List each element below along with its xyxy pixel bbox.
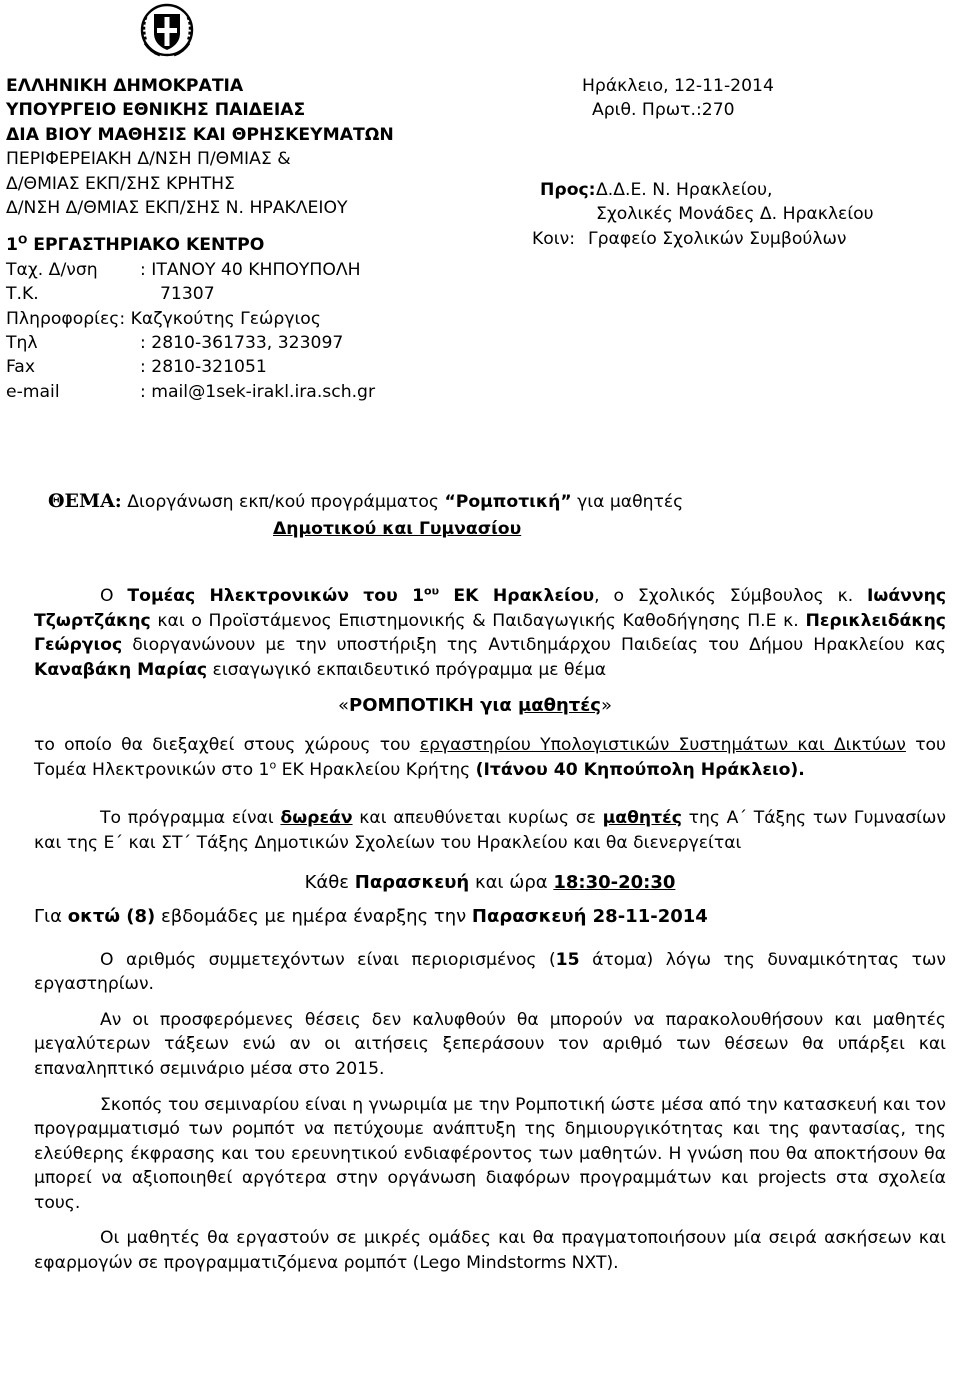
- paragraph-activities: Οι μαθητές θα εργαστούν σε μικρές ομάδες και θα πραγματοποιήσουν μία σειρά ασκήσεων και εφαρμογών σε προγραμματιζόμενα ρομπότ (Lego Mindstorms NXT).: [34, 1228, 946, 1274]
- recipients-block: [532, 178, 874, 251]
- address-row: Ταχ. Δ/νση : ΙΤΑΝΟΥ 40 ΚΗΠΟΥΠΟΛΗ: [6, 259, 361, 280]
- email-row: e-mail : mail@1sek-irakl.ira.sch.gr: [6, 381, 376, 402]
- subject-line-2: Δημοτικού και Γυμνασίου: [273, 519, 522, 539]
- date-protocol-block: [582, 74, 774, 123]
- republic-heading: ΕΛΛΗΝΙΚΗ ΔΗΜΟΚΡΑΤΙΑ: [6, 76, 244, 96]
- program-title: «ΡΟΜΠΟΤΙΚΗ για μαθητές»: [338, 695, 612, 717]
- to-line-1: Δ.Δ.Ε. Ν. Ηρακλείου,: [596, 180, 773, 200]
- ministry-heading: ΥΠΟΥΡΓΕΙΟ ΕΘΝΙΚΗΣ ΠΑΙΔΕΙΑΣ: [6, 100, 306, 121]
- to-line-2: Σχολικές Μονάδες Δ. Ηρακλείου: [596, 204, 874, 225]
- protocol-number: Αριθ. Πρωτ.:270: [592, 100, 735, 121]
- subject-robotics: “Ρομποτική”: [444, 492, 572, 512]
- place-date: Ηράκλειο, 12-11-2014: [582, 76, 774, 96]
- regional-directorate-1: ΠΕΡΙΦΕΡΕΙΑΚΗ Δ/ΝΣΗ Π/ΘΜΙΑΣ &: [6, 149, 291, 170]
- regional-directorate-2: Δ/ΘΜΙΑΣ ΕΚΠ/ΣΗΣ ΚΡΗΤΗΣ: [6, 173, 235, 194]
- to-label: Προς:: [540, 180, 596, 200]
- paragraph-audience: Το πρόγραμμα είναι δωρεάν και απευθύνεται κυρίως σε μαθητές της Α΄ Τάξης των Γυμνασίων και της Ε΄ και ΣΤ΄ Τάξης Δημοτικών Σχολείων του Ηρακλείου και θα διενεργείται: [34, 808, 946, 853]
- postal-row: Τ.Κ. 71307: [6, 284, 215, 305]
- subject-block: ΘΕΜΑ: Διοργάνωση εκπ/κού προγράμματος “Ρομποτική” για μαθητές Δημοτικού και Γυμνασίου: [48, 488, 683, 543]
- sender-block: [6, 74, 394, 404]
- paragraph-organizers: Ο Τομέας Ηλεκτρονικών του $1^{o\upsilon}$ ΕΚ Ηρακλείου, ο Σχολικός Σύμβουλος κ. Ιωάννης Τζωρτζάκης και ο Προϊστάμενος Επιστημονικής & Παιδαγωγικής Καθοδήγησης Π.Ε κ. Περικλειδάκης Γεώργιος διοργανώνουν με την υποστήριξη της Αντιδημάρχου Παιδείας του Δήμου Ηρακλείου κας Καναβάκη Μαρίας εισαγωγικό εκπαιδευτικό πρόγραμμα με θέμα: [34, 584, 947, 680]
- subject-label: ΘΕΜΑ:: [48, 490, 122, 512]
- paragraph-capacity: Ο αριθμός συμμετεχόντων είναι περιορισμένος (15 άτομα) λόγω της δυναμικότητας των εργαστηρίων.: [34, 949, 946, 995]
- secondary-directorate: Δ/ΝΣΗ Δ/ΘΜΙΑΣ ΕΚΠ/ΣΗΣ Ν. ΗΡΑΚΛΕΙΟΥ: [6, 198, 348, 219]
- ministry-heading-2: ΔΙΑ ΒΙΟΥ ΜΑΘΗΣΙΣ ΚΑΙ ΘΡΗΣΚΕΥΜΑΤΩΝ: [6, 124, 394, 145]
- tel-row: Τηλ : 2810-361733, 323097: [6, 333, 344, 354]
- cc-label: Κοιν:: [532, 228, 575, 249]
- paragraph-extra-seats: Αν οι προσφερόμενες θέσεις δεν καλυφθούν θα μπορούν να παρακολουθήσουν και μαθητές μεγαλύτερων τάξεων ενώ αν οι αιτήσεις ξεπεράσουν τον αριθμό των θέσεων θα υπάρξει και επαναληπτικό σεμινάριο μέσα στο 2015.: [34, 1009, 946, 1079]
- cc-value: Γραφείο Σχολικών Συμβούλων: [588, 228, 847, 249]
- letter-body: [34, 584, 946, 1276]
- duration-line: Για οκτώ (8) εβδομάδες με ημέρα έναρξης την Παρασκευή 28-11-2014: [34, 905, 708, 927]
- fax-row: Fax : 2810-321051: [6, 357, 267, 378]
- paragraph-purpose: Σκοπός του σεμιναρίου είναι η γνωριμία με την Ρομποτική ώστε μέσα από την κατασκευή και τον προγραμματισμό των ρομπότ να πετύχουμε ανάπτυξη της δημιουργικότητας και της φαντασίας, της ελεύθερης έκφρασης και του ερευνητικού ενδιαφέροντος των μαθητών. Η γνώση που θα αποκτήσουν θα μπορεί να αξιοποιηθεί αργότερα στην οργάνωση διαφόρων προγραμμάτων και projects στα σχολεία τους.: [34, 1094, 946, 1213]
- center-name: $1^O$ ΕΡΓΑΣΤΗΡΙΑΚΟ ΚΕΝΤΡΟ: [6, 233, 265, 256]
- schedule-line: Κάθε Παρασκευή και ώρα 18:30-20:30: [304, 872, 676, 894]
- paragraph-location: το οποίο θα διεξαχθεί στους χώρους του εργαστηρίου Υπολογιστικών Συστημάτων και Δικτύων του Τομέα Ηλεκτρονικών στο $1^o$ ΕΚ Ηρακλείου Κρήτης (Ιτάνου 40 Κηπούπολη Ηράκλειο).: [34, 734, 947, 780]
- greek-emblem-icon: [140, 3, 194, 57]
- info-row: Πληροφορίες: Καζγκούτης Γεώργιος: [6, 308, 321, 329]
